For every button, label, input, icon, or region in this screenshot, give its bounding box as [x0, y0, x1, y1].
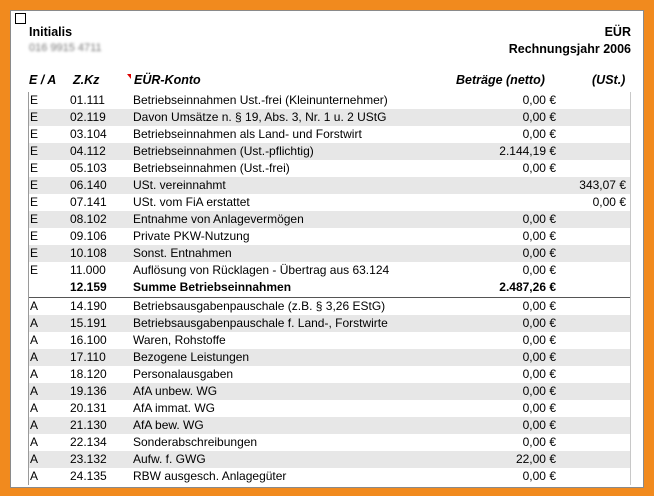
cell-kz: 12.159: [70, 280, 107, 294]
cell-kz: 06.140: [70, 178, 107, 192]
cell-konto: Sonderabschreibungen: [133, 435, 258, 449]
cell-ea: E: [30, 229, 39, 243]
cell-konto: AfA immat. WG: [133, 401, 216, 415]
cell-ea: A: [30, 333, 39, 347]
cell-konto: Entnahme von Anlagevermögen: [133, 212, 304, 226]
cell-konto: USt. vom FiA erstattet: [133, 195, 250, 209]
cell-konto: Sonst. Entnahmen: [133, 246, 232, 260]
table-row: [28, 177, 631, 194]
cell-ea: A: [30, 316, 39, 330]
cell-konto: USt. vereinnahmt: [133, 178, 226, 192]
table-row: [28, 383, 631, 400]
cell-ust: 0,00 €: [592, 195, 626, 209]
cell-kz: 04.112: [70, 144, 106, 158]
table-row: [28, 434, 631, 451]
cell-betrag: 0,00 €: [522, 333, 556, 347]
table-right-border: [630, 92, 631, 485]
cell-kz: 08.102: [70, 212, 107, 226]
cell-konto: Betriebsausgabenpauschale f. Land-, Forstwirte: [133, 316, 388, 330]
cell-konto: Private PKW-Nutzung: [133, 229, 250, 243]
cell-betrag: 0,00 €: [522, 435, 556, 449]
cell-ea: A: [30, 435, 39, 449]
cell-kz: 19.136: [70, 384, 107, 398]
cell-konto: Aufw. f. GWG: [133, 452, 206, 466]
cell-ea: E: [30, 144, 39, 158]
cell-kz: 21.130: [70, 418, 107, 432]
cell-betrag: 0,00 €: [522, 246, 556, 260]
table-row: [28, 92, 631, 109]
cell-kz: 17.110: [70, 350, 106, 364]
cell-konto: Personalausgaben: [133, 367, 234, 381]
cell-konto: Bezogene Leistungen: [133, 350, 250, 364]
cell-betrag: 0,00 €: [522, 161, 556, 175]
cell-konto: Betriebsausgabenpauschale (z.B. § 3,26 EStG): [133, 299, 386, 313]
cell-betrag: 2.144,19 €: [499, 144, 556, 158]
col-ea: E / A: [29, 73, 57, 87]
table-row: [28, 366, 631, 383]
cell-kz: 11.000: [70, 263, 106, 277]
document-frame: [10, 10, 644, 488]
cell-betrag: 0,00 €: [522, 93, 556, 107]
cell-ea: E: [30, 110, 39, 124]
table-row: [28, 332, 631, 349]
cell-ea: A: [30, 350, 39, 364]
table-row: [28, 400, 631, 417]
table-row: [28, 245, 631, 262]
select-handle[interactable]: [15, 13, 26, 24]
table-row: [28, 228, 631, 245]
cell-kz: 05.103: [70, 161, 107, 175]
cell-kz: 16.100: [70, 333, 107, 347]
table-row: [28, 451, 631, 468]
col-ust: (USt.): [592, 73, 626, 87]
col-betrag: Beträge (netto): [456, 73, 545, 87]
cell-ea: A: [30, 299, 39, 313]
cell-kz: 15.191: [70, 316, 107, 330]
cell-ea: A: [30, 367, 39, 381]
cell-betrag: 0,00 €: [522, 384, 556, 398]
cell-betrag: 0,00 €: [522, 316, 556, 330]
cell-konto: RBW ausgesch. Anlagegüter: [133, 469, 287, 483]
table-row: [28, 349, 631, 366]
column-header: [29, 73, 629, 89]
comment-marker-icon: [127, 74, 131, 79]
cell-konto: Davon Umsätze n. § 19, Abs. 3, Nr. 1 u. 2 UStG: [133, 110, 387, 124]
cell-betrag: 0,00 €: [522, 110, 556, 124]
cell-betrag: 0,00 €: [522, 212, 556, 226]
cell-betrag: 0,00 €: [522, 127, 556, 141]
cell-konto: Betriebseinnahmen (Ust.-frei): [133, 161, 290, 175]
cell-betrag: 0,00 €: [522, 367, 556, 381]
cell-konto: Auflösung von Rücklagen - Übertrag aus 63.124: [133, 263, 390, 277]
eur-table: [28, 92, 631, 485]
table-row: [28, 126, 631, 143]
cell-kz: 02.119: [70, 110, 106, 124]
fiscal-year: Rechnungsjahr 2006: [508, 42, 631, 56]
table-left-border: [28, 92, 29, 485]
cell-ea: E: [30, 93, 39, 107]
cell-betrag: 2.487,26 €: [499, 280, 556, 294]
cell-konto: AfA bew. WG: [133, 418, 204, 432]
cell-betrag: 0,00 €: [522, 263, 556, 277]
cell-kz: 24.135: [70, 469, 107, 483]
cell-kz: 01.111: [70, 93, 105, 107]
cell-konto: AfA unbew. WG: [133, 384, 218, 398]
table-row: [28, 109, 631, 126]
cell-ea: E: [30, 246, 39, 260]
table-row: [28, 468, 631, 485]
table-row: [28, 298, 631, 315]
cell-kz: 20.131: [70, 401, 107, 415]
table-row: [28, 262, 631, 279]
cell-kz: 10.108: [70, 246, 107, 260]
cell-betrag: 0,00 €: [522, 401, 556, 415]
cell-ea: E: [30, 127, 39, 141]
cell-konto: Betriebseinnahmen (Ust.-pflichtig): [133, 144, 314, 158]
cell-konto: Summe Betriebseinnahmen: [133, 280, 292, 294]
sum-row: [28, 279, 631, 298]
cell-kz: 03.104: [70, 127, 107, 141]
cell-ea: A: [30, 401, 39, 415]
cell-ea: A: [30, 452, 39, 466]
cell-konto: Waren, Rohstoffe: [133, 333, 226, 347]
table-row: [28, 315, 631, 332]
cell-konto: Betriebseinnahmen als Land- und Forstwirt: [133, 127, 362, 141]
cell-kz: 18.120: [70, 367, 107, 381]
table-row: [28, 143, 631, 160]
cell-ea: A: [30, 384, 39, 398]
table-row: [28, 211, 631, 228]
cell-ea: E: [30, 195, 39, 209]
cell-ea: A: [30, 418, 39, 432]
cell-kz: 09.106: [70, 229, 107, 243]
cell-ust: 343,07 €: [579, 178, 626, 192]
table-row: [28, 194, 631, 211]
cell-betrag: 0,00 €: [522, 350, 556, 364]
cell-ea: A: [30, 469, 39, 483]
phone-number: 016 9915 4711: [29, 42, 102, 54]
cell-kz: 22.134: [70, 435, 107, 449]
cell-ea: E: [30, 161, 39, 175]
company-name: Initialis: [29, 25, 73, 39]
cell-kz: 07.141: [70, 195, 107, 209]
cell-kz: 23.132: [70, 452, 107, 466]
cell-ea: E: [30, 212, 39, 226]
cell-betrag: 0,00 €: [522, 469, 556, 483]
cell-betrag: 0,00 €: [522, 229, 556, 243]
col-kz: Z.Kz: [73, 73, 100, 87]
cell-betrag: 0,00 €: [522, 418, 556, 432]
cell-betrag: 0,00 €: [522, 299, 556, 313]
table-row: [28, 417, 631, 434]
col-konto: EÜR-Konto: [134, 73, 201, 87]
cell-ea: E: [30, 263, 39, 277]
report-title: EÜR: [604, 25, 631, 39]
cell-ea: E: [30, 178, 39, 192]
cell-kz: 14.190: [70, 299, 107, 313]
cell-konto: Betriebseinnahmen Ust.-frei (Kleinunternehmer): [133, 93, 388, 107]
cell-betrag: 22,00 €: [515, 452, 556, 466]
table-row: [28, 160, 631, 177]
